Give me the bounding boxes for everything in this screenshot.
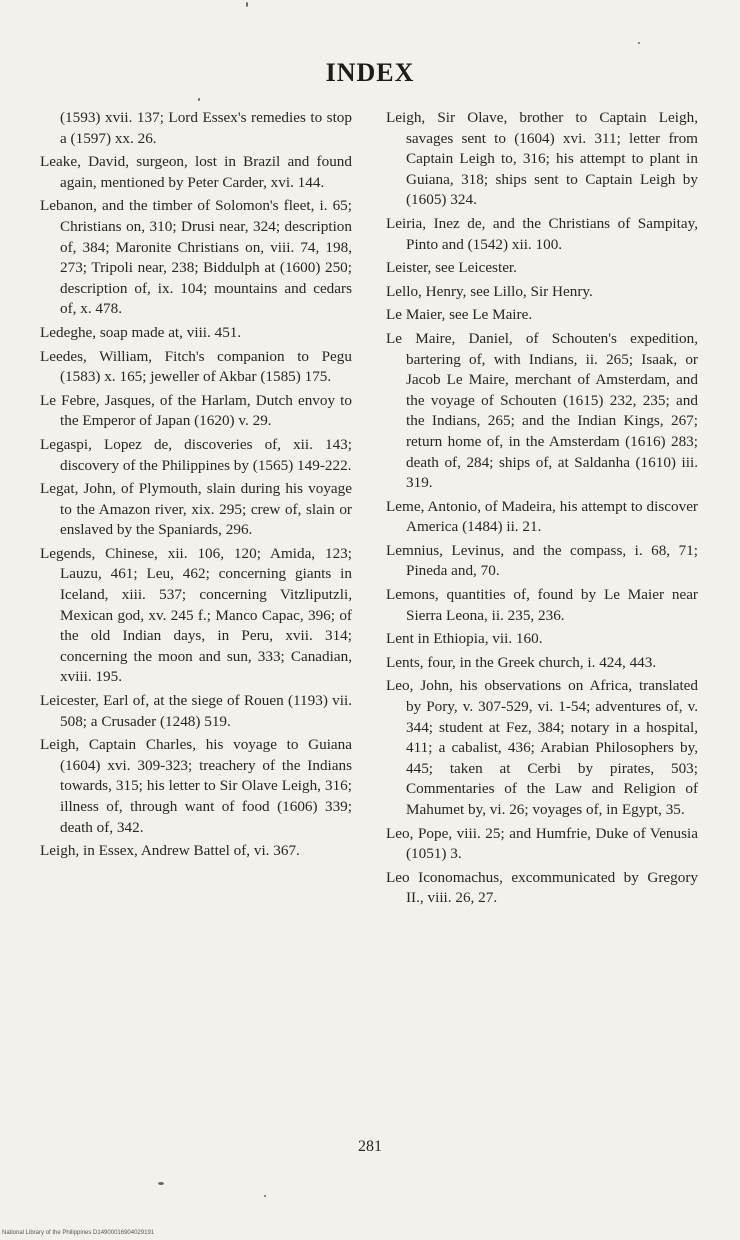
index-entry: Leiria, Inez de, and the Christians of Sampitay, Pinto and (1542) xii. 100. <box>386 214 698 253</box>
index-entry: Lents, four, in the Greek church, i. 424, 443. <box>386 653 657 671</box>
index-entry: (1593) xvii. 137; Lord Essex's remedies to stop a (1597) xx. 26. <box>60 109 352 147</box>
index-entry: Le Maire, Daniel, of Schouten's expedition, bartering of, with Indians, ii. 265; Isaak, or Jacob Le Maire, merchant of Amsterdam, and the voyage of Schouten (1615) 232, 235; and the Indians, 265; and the Indian Kings, 267; return home of, in the Amsterdam (1616) 283; death of, 284; ships of, at Saldanha (1610) iii. 319. <box>386 329 698 492</box>
index-entry: Leister, see Leicester. <box>386 259 517 277</box>
ink-speck <box>246 2 248 7</box>
index-entry: Lemons, quantities of, found by Le Maier near Sierra Leona, ii. 235, 236. <box>386 586 698 624</box>
ink-speck <box>198 98 200 101</box>
index-entry: Legat, John, of Plymouth, slain during his voyage to the Amazon river, xix. 295; crew of, slain or enslaved by the Spaniards, 296. <box>40 480 352 539</box>
index-entry: Le Febre, Jasques, of the Harlam, Dutch envoy to the Emperor of Japan (1620) v. 29. <box>40 391 352 430</box>
library-footer: National Library of the Philippines D14900016904029191 <box>2 1230 155 1236</box>
index-entry: Leake, David, surgeon, lost in Brazil and found again, mentioned by Peter Carder, xvi. 144. <box>40 153 352 191</box>
index-entry: Leo Iconomachus, excommunicated by Gregory II., viii. 26, 27. <box>386 868 698 907</box>
index-entry: Leigh, Captain Charles, his voyage to Guiana (1604) xvi. 309-323; treachery of the Indians towards, 315; his letter to Sir Olave Leigh, 316; illness of, through want of food (1606) 339; death of, 342. <box>40 736 352 836</box>
index-entry: Leigh, in Essex, Andrew Battel of, vi. 367. <box>40 842 300 860</box>
index-entry: Lello, Henry, see Lillo, Sir Henry. <box>386 282 593 300</box>
index-entry: Lebanon, and the timber of Solomon's fleet, i. 65; Christians on, 310; Drusi near, 324; description of, 384; Maronite Christians on, viii. 74, 198, 273; Tripoli near, 238; Biddulph at (1600) 250; description of, ix. 104; mountains and cedars of, x. 478. <box>40 197 352 318</box>
index-entry: Leo, Pope, viii. 25; and Humfrie, Duke of Venusia (1051) 3. <box>386 824 698 863</box>
index-entry: Lemnius, Levinus, and the compass, i. 68, 71; Pineda and, 70. <box>386 541 698 580</box>
index-entry: Legends, Chinese, xii. 106, 120; Amida, 123; Lauzu, 461; Leu, 462; concerning giants in Iceland, xiii. 537; concerning Vitzliputzli, Mexican god, xv. 245 f.; Manco Capac, 396; of the old Indian days, in Peru, xvii. 314; concerning the moon and sun, 333; Canadian, xviii. 195. <box>40 544 352 686</box>
ink-speck <box>158 1182 164 1185</box>
right-column <box>386 108 698 912</box>
index-entry: Leedes, William, Fitch's companion to Pegu (1583) x. 165; jeweller of Akbar (1585) 175. <box>40 347 352 386</box>
index-entry: Le Maier, see Le Maire. <box>386 306 533 324</box>
index-entry: Leicester, Earl of, at the siege of Rouen (1193) vii. 508; a Crusader (1248) 519. <box>40 692 352 730</box>
left-column <box>40 108 352 865</box>
index-entry: Lent in Ethiopia, vii. 160. <box>386 630 543 648</box>
index-entry: Leme, Antonio, of Madeira, his attempt to discover America (1484) ii. 21. <box>386 497 698 536</box>
index-entry: Ledeghe, soap made at, viii. 451. <box>40 323 242 341</box>
ink-speck <box>264 1195 266 1197</box>
page-number: 281 <box>358 1138 382 1155</box>
index-entry: Legaspi, Lopez de, discoveries of, xii. 143; discovery of the Philippines by (1565) 149-222. <box>40 435 352 474</box>
index-entry: Leigh, Sir Olave, brother to Captain Leigh, savages sent to (1604) xvi. 311; letter from Captain Leigh to, 316; his attempt to plant in Guiana, 318; ships sent to Captain Leigh by (1605) 324. <box>386 109 698 209</box>
ink-speck <box>638 42 640 44</box>
index-entry: Leo, John, his observations on Africa, translated by Pory, v. 307-529, vi. 1-54; adventures of, v. 344; student at Fez, 384; notary in a hospital, 411; a cabalist, 436; Arabian Philosophers by, 445; taken at Cerbi by pirates, 503; Commentaries of the Law and Religion of Mahumet by, vi. 26; voyages of, in Egypt, 35. <box>386 677 698 818</box>
page-title: INDEX <box>325 58 415 87</box>
